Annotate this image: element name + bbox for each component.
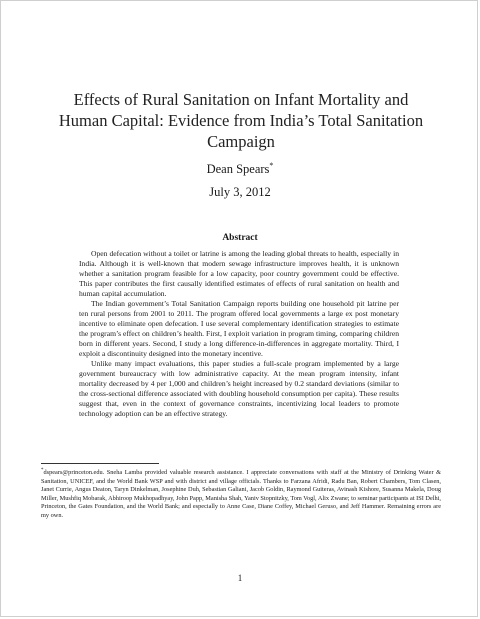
footnote-mark: *	[41, 468, 44, 473]
abstract-paragraph-3: Unlike many impact evaluations, this paper studies a full-scale program implemented by a large government bureaucracy with low administrative capacity. At the mean program intensity, infant mortality decreased by 4 per 1,000 and children’s height increased by 0.2 standard deviations (similar to the cross-sectional difference associated with doubling household consumption per capita). These results suggest that, even in the context of governance constraints, incentivizing local leaders to promote technology adoption can be an effective strategy.	[79, 359, 399, 418]
paper-date: July 3, 2012	[209, 185, 271, 199]
author-line	[1, 161, 479, 177]
abstract-body	[79, 249, 399, 419]
page-number: 1	[237, 573, 243, 583]
paper-title	[41, 89, 441, 152]
footnote-text: dspears@princeton.edu. Sneha Lamba provided valuable research assistance. I appreciate conversations with staff at the Ministry of Drinking Water & Sanitation, UNICEF, and the World Bank WSP and with district and village officials. Thanks to Farzana Afridi, Radu Ban, Robert Chambers, Tom Clasen, Janet Currie, Angus Deaton, Taryn Dinkelman, Josephine Duh, Sebastian Galiani, Jacob Goldin, Raymond Guiteras, Avinash Kishore, Susanna Makela, Doug Miller, Mushfiq Mobarak, Abhiroop Mukhopadhyay, John Papp, Manisha Shah, Yaniv Stopnitzky, Tom Vogl, Alix Zwane; to seminar participants at ISI Delhi, Princeton, the Gates Foundation, and the World Bank; and especially to Anne Case, Diane Coffey, Michael Geruso, and Jeff Hammer. Remaining errors are my own.	[41, 469, 441, 520]
abstract-paragraph-2: The Indian government’s Total Sanitation Campaign reports building one household pit latrine per ten rural persons from 2001 to 2011. The program offered local governments a large ex post monetary incentive to eliminate open defecation. I use several complementary identification strategies to estimate the program’s effect on children’s health. First, I exploit variation in program timing, comparing children born in different years. Second, I study a long difference-in-differences in aggregate mortality. Third, I exploit a discontinuity designed into the monetary incentive.	[79, 299, 399, 358]
author-name: Dean Spears	[206, 162, 270, 177]
title-line-3: Campaign	[207, 132, 275, 151]
footnote	[41, 467, 441, 521]
title-line-2: Human Capital: Evidence from India’s Total Sanitation	[58, 111, 424, 130]
abstract-heading: Abstract	[222, 233, 258, 243]
abstract-paragraph-1: Open defecation without a toilet or latrine is among the leading global threats to health, especially in India. Although it is well-known that modern sewage infrastructure improves health, it is unknown whether a sanitation program feasible for a low capacity, poor country government could be effective. This paper contributes the first causally identified estimates of effects of rural sanitation on health and human capital accumulation.	[79, 249, 399, 298]
title-line-1: Effects of Rural Sanitation on Infant Mortality and	[73, 90, 409, 109]
footnote-rule	[41, 463, 159, 464]
author-footnote-mark: *	[269, 161, 274, 170]
